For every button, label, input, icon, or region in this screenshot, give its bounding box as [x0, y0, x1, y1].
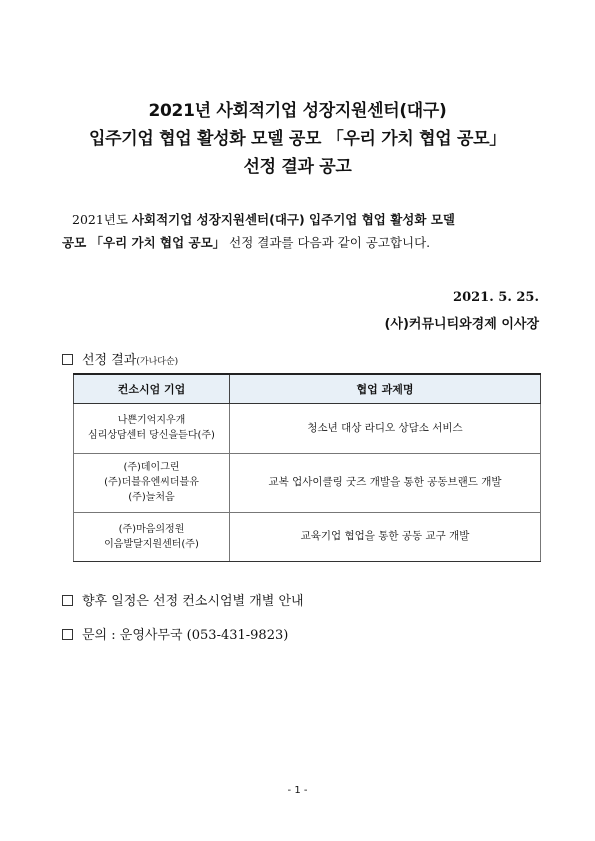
section-results-heading [62, 349, 178, 368]
title-line-1: 2021년 사회적기업 성장지원센터(대구) [148, 101, 447, 121]
intro-paragraph [62, 208, 540, 254]
intro-prefix: 2021년도 [72, 212, 132, 227]
section-results-label: 선정 결과 [82, 353, 137, 368]
project-cell: 청소년 대상 라디오 상담소 서비스 [230, 403, 541, 453]
company-name: (주)데이그린 [123, 462, 180, 473]
company-name: (주)더블유엔씨더블유 [104, 477, 199, 488]
consortium-cell [74, 453, 230, 512]
table-row [74, 403, 541, 453]
intro-line-1 [62, 208, 540, 231]
intro-bold-2: 공모 「우리 가치 협업 공모」 [62, 235, 226, 250]
section-schedule-text: 향후 일정은 선정 컨소시엄별 개별 안내 [82, 594, 304, 609]
company-name: 나쁜기억지우개 [117, 415, 186, 426]
header-project: 협업 과제명 [230, 374, 541, 403]
checkbox-square-icon [62, 354, 73, 365]
project-cell: 교육기업 협업을 통한 공동 교구 개발 [230, 512, 541, 561]
intro-line-2 [62, 231, 540, 254]
table-row [74, 453, 541, 512]
checkbox-square-icon [62, 629, 73, 640]
section-results-note: (가나다순) [136, 357, 179, 367]
results-table [73, 373, 541, 562]
company-name: (주)늘처음 [128, 492, 175, 503]
header-consortium: 컨소시엄 기업 [74, 374, 230, 403]
page-number: - 1 - [287, 785, 308, 796]
section-schedule [62, 590, 304, 609]
company-name: 심리상담센터 당신을듣다(주) [88, 430, 215, 441]
checkbox-square-icon [62, 595, 73, 606]
table-header-row [74, 374, 541, 403]
company-name: (주)마음의정원 [118, 523, 185, 535]
intro-bold-1: 사회적기업 성장지원센터(대구) 입주기업 협업 활성화 모델 [131, 212, 455, 227]
document-title [0, 97, 595, 181]
title-line-3: 선정 결과 공고 [243, 157, 352, 177]
signer: (사)커뮤니티와경제 이사장 [384, 317, 539, 332]
table-row [74, 512, 541, 561]
title-line-2: 입주기업 협업 활성화 모델 공모 「우리 가치 협업 공모」 [89, 129, 506, 149]
section-contact [62, 624, 288, 643]
company-name: 이음발달지원센터(주) [104, 538, 199, 550]
section-contact-text: 문의 : 운영사무국 (053-431-9823) [82, 628, 289, 643]
consortium-cell [74, 403, 230, 453]
announcement-date: 2021. 5. 25. [453, 290, 539, 305]
project-cell: 교복 업사이클링 굿즈 개발을 통한 공동브랜드 개발 [230, 453, 541, 512]
consortium-cell [74, 512, 230, 561]
intro-suffix: 선정 결과를 다음과 같이 공고합니다. [225, 235, 431, 250]
